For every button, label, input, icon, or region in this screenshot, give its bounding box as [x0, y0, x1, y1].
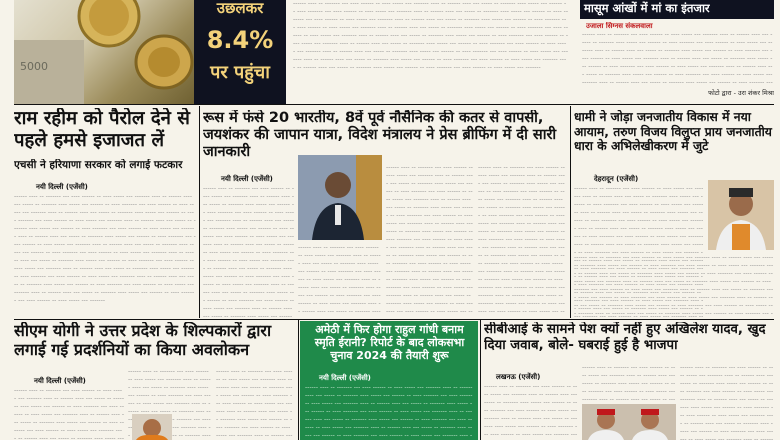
russia-byline: नयी दिल्ली (एजेंसी) — [221, 175, 273, 183]
col-divider-3 — [298, 320, 299, 440]
dhami-text-2 — [574, 254, 774, 318]
mother-story-text — [582, 31, 774, 87]
ram-rahim-byline: नयी दिल्ली (एजेंसी) — [36, 183, 88, 191]
spokesperson-photo — [298, 155, 382, 240]
photo-credit: फोटो द्वारा - उरा शंकर मिश्रा — [708, 89, 774, 97]
spokesperson-portrait — [298, 155, 382, 240]
banner-tail: पर पहुंचा — [210, 62, 270, 83]
mother-headline: मासूम आंखों में मां का इंतजार — [584, 1, 710, 15]
banner-percent: 8.4% — [206, 25, 274, 54]
amethi-byline: नयी दिल्ली (एजेंसी) — [319, 373, 371, 382]
gold-coins-photo — [14, 0, 194, 104]
cbi-text-col3 — [680, 364, 774, 440]
dhami-photo — [708, 180, 774, 250]
akhilesh-portrait — [582, 404, 676, 440]
russia-text-col2 — [298, 244, 382, 318]
cbi-text-col1 — [484, 383, 578, 440]
mid-divider — [14, 319, 774, 320]
yogi-text — [14, 387, 124, 440]
cbi-text-col2 — [582, 364, 676, 404]
yogi-headline: सीएम योगी ने उत्तर प्रदेश के शिल्पकारों द्वारा लगाई गई प्रदर्शनियों का किया अवलोकन — [14, 322, 272, 359]
akhilesh-photo — [582, 404, 676, 440]
russia-text-col3 — [386, 164, 474, 318]
cbi-headline: सीबीआई के सामने पेश क्यों नहीं हुए अखिलेश यादव, खुद दिया जवाब, बोले- घबराई हुई है भाजपा — [484, 322, 766, 353]
yogi-byline: नयी दिल्ली (एजेंसी) — [34, 377, 86, 385]
russia-text-col1 — [203, 185, 295, 318]
mother-red-line: उजाला सिग्नस संकलवाला — [586, 22, 653, 30]
mother-headline-bar — [580, 0, 774, 19]
ram-rahim-subhead: एचसी ने हरियाणा सरकार को लगाई फटकार — [14, 159, 183, 171]
col-divider-2 — [570, 106, 571, 318]
yogi-text-3 — [216, 368, 294, 440]
russia-headline: रूस में फंसे 20 भारतीय, 8वें पूर्व नौसैनिक की कतर से वापसी, जयशंकर की जापान यात्रा, विदेश मंत्रालय ने प्रेस ब्रीफिंग में दी सारी जानकारी — [203, 110, 557, 161]
dhami-portrait — [708, 180, 774, 250]
dhami-headline: धामी ने जोड़ा जनजातीय विकास में नया आयाम, तरुण विजय विलुप्त प्राय जनजातीय धारा के अभिलेखीकरण में जुटे — [574, 110, 772, 153]
gdp-banner — [194, 0, 286, 104]
ram-rahim-text — [14, 193, 196, 317]
ram-rahim-headline: राम रहीम को पैरोल देने से पहले हमसे इजाजत लें — [14, 108, 190, 151]
amethi-text — [305, 384, 473, 434]
russia-text-col4 — [478, 164, 566, 318]
cbi-byline: लखनऊ (एजेंसी) — [496, 373, 541, 381]
svg-text:5000: 5000 — [20, 60, 48, 73]
gdp-story-text — [293, 0, 568, 102]
dhami-byline: देहरादून (एजेंसी) — [594, 175, 639, 183]
amethi-headline: अमेठी में फिर होगा राहुल गांधी बनाम स्मृति ईरानी? रिपोर्ट के बाद लोकसभा चुनाव 2024 की तैयारी शुरू — [314, 323, 465, 362]
banner-word: उछलकर — [216, 0, 264, 17]
yogi-photo — [132, 414, 172, 440]
col-divider-4 — [480, 320, 481, 440]
top-divider — [14, 104, 774, 105]
amethi-box — [300, 321, 478, 440]
coin-stack-image — [14, 0, 194, 104]
col-divider-1 — [199, 106, 200, 318]
yogi-portrait — [132, 414, 172, 440]
